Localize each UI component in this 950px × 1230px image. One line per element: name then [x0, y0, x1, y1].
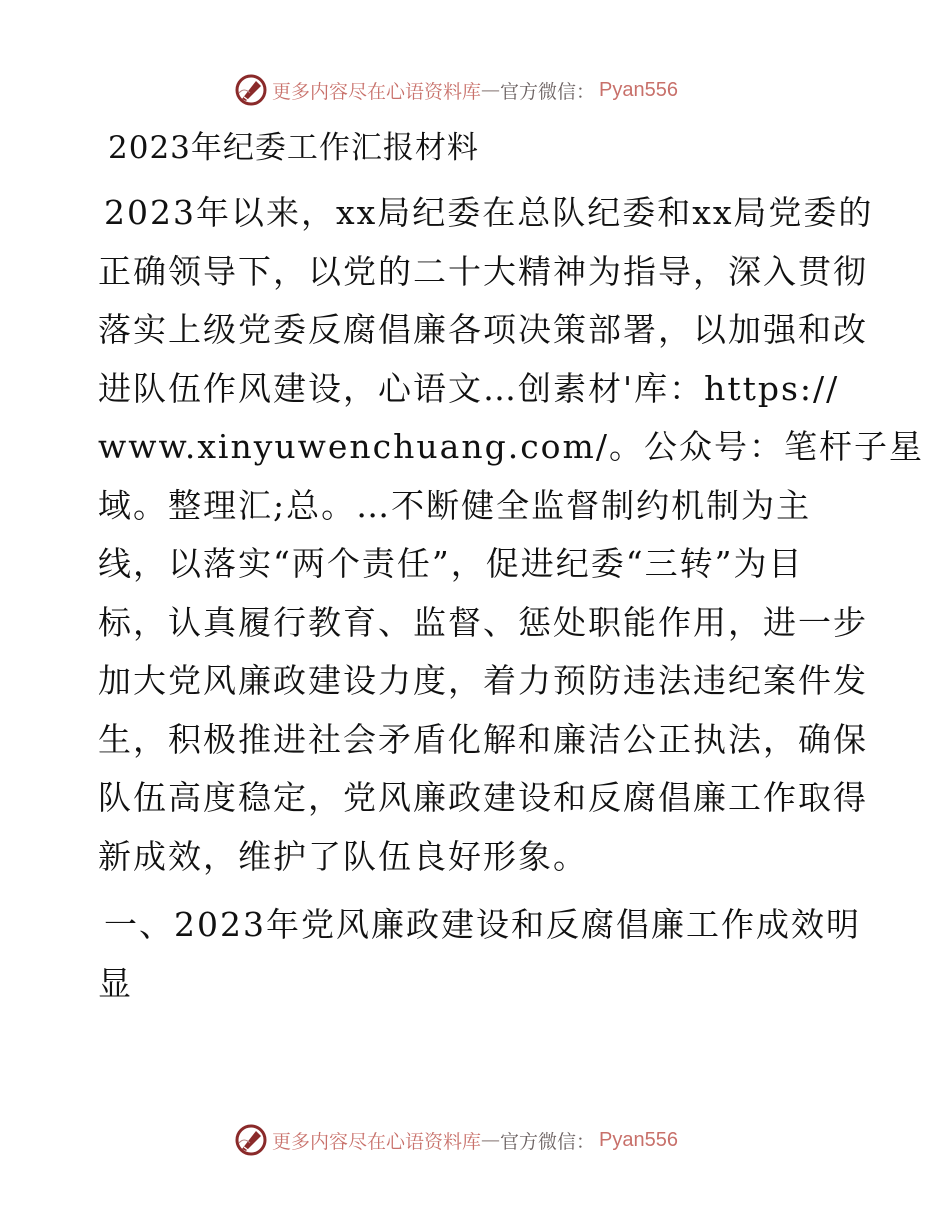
paragraph-line: 加大党风廉政建设力度，着力预防违法违纪案件发: [98, 661, 868, 700]
watermark-slogan: 更多内容尽在心语资料库: [272, 1130, 482, 1153]
paragraph-line: 正确领导下，以党的二十大精神为指导，深入贯彻: [98, 251, 868, 291]
paragraph-line: 2023年以来，xx局纪委在总队纪委和xx局党委的: [104, 193, 874, 232]
document-body: [98, 122, 924, 1013]
header-watermark-banner: [234, 72, 714, 108]
heading-line: 一、2023年党风廉政建设和反腐倡廉工作成效明: [104, 905, 861, 944]
watermark-slogan: 更多内容尽在心语资料库: [272, 80, 482, 103]
heading-line: 显: [98, 963, 133, 1003]
section-heading: [98, 896, 861, 1013]
paragraph-line: 生，积极推进社会矛盾化解和廉洁公正执法，确保: [98, 719, 868, 759]
watermark-wechat-label: 官方微信：: [500, 1130, 596, 1153]
watermark-wechat-id: Pyan556: [599, 1128, 678, 1151]
pen-nib-logo-icon: [234, 73, 268, 107]
footer-watermark-banner: [234, 1122, 714, 1158]
watermark-wechat-label: 官方微信：: [500, 80, 596, 103]
paragraph-line: 域。整理汇;总。…不断健全监督制约机制为主: [98, 485, 812, 525]
pen-nib-logo-icon: [234, 1123, 268, 1157]
paragraph-line: 标，认真履行教育、监督、惩处职能作用，进一步: [98, 602, 868, 642]
watermark-wechat-id: Pyan556: [599, 78, 678, 101]
document-title: 2023年纪委工作汇报材料: [108, 130, 479, 166]
paragraph-line: 新成效，维护了队伍良好形象。: [98, 836, 588, 876]
paragraph-line: 线，以落实“两个责任”，促进纪委“三转”为目: [98, 544, 804, 583]
intro-paragraph: [98, 184, 924, 886]
paragraph-line: www.xinyuwenchuang.com/。公众号：笔杆子星: [98, 427, 924, 466]
watermark-dash: —: [481, 79, 501, 101]
paragraph-line: 队伍高度稳定，党风廉政建设和反腐倡廉工作取得: [98, 778, 868, 817]
watermark-dash: —: [481, 1129, 501, 1151]
paragraph-line: 落实上级党委反腐倡廉各项决策部署，以加强和改: [98, 310, 868, 349]
paragraph-line: 进队伍作风建设，心语文…创素材'库：https://: [98, 368, 840, 408]
